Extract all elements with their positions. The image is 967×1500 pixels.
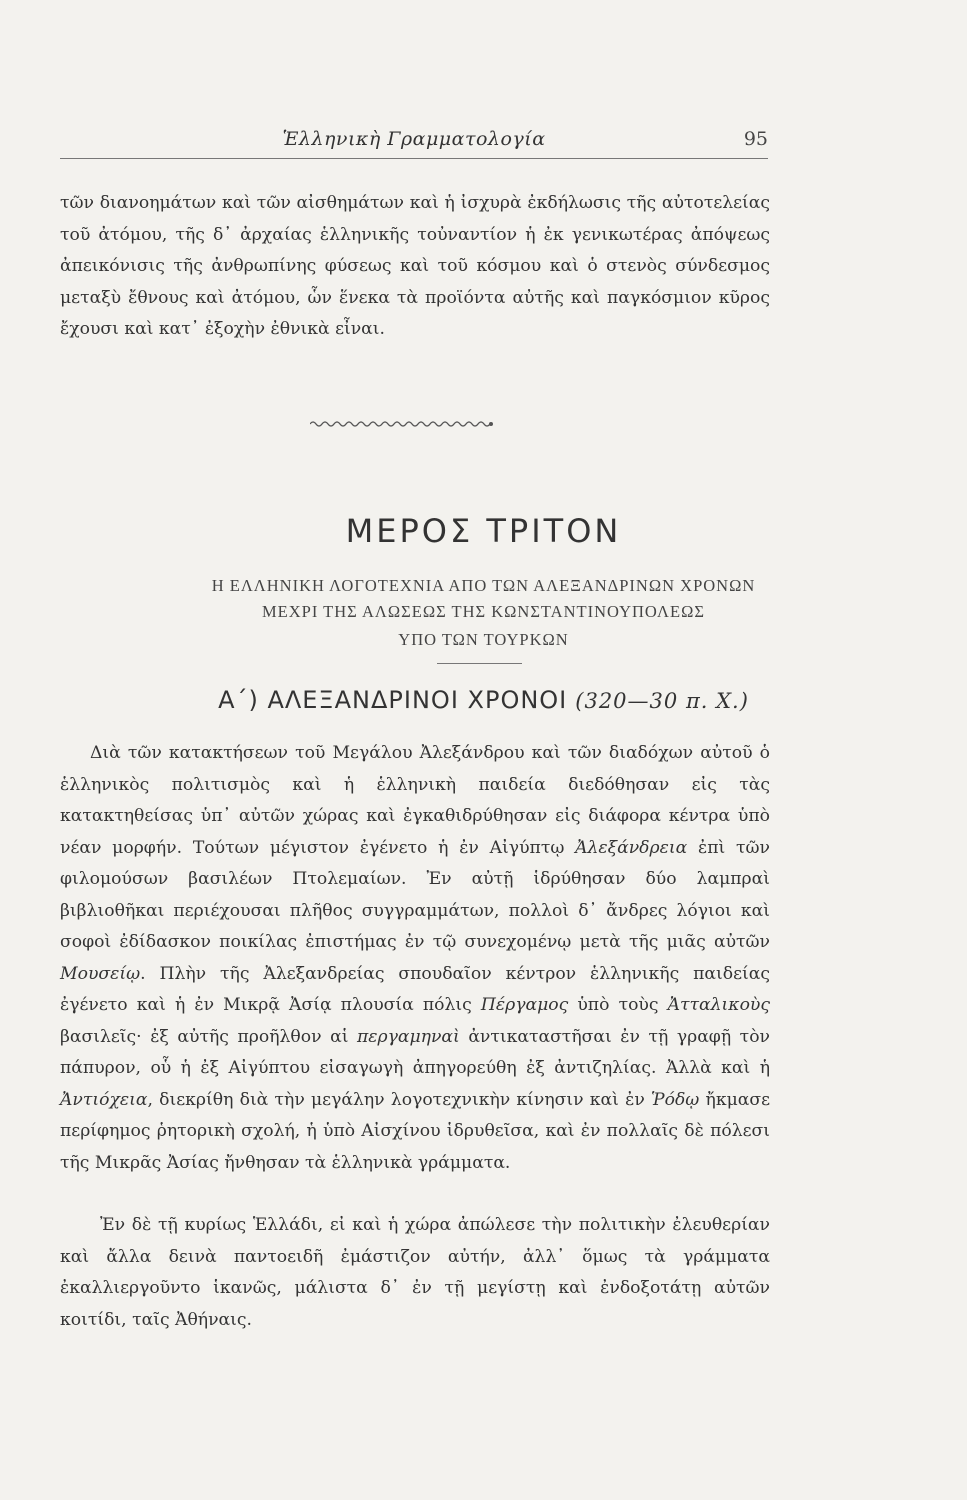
page-header <box>60 124 768 159</box>
italic-term: Ἀντιόχεια <box>60 1089 148 1110</box>
part-title: ΜΕΡΟΣ ΤΡΙΤΟΝ <box>345 512 622 550</box>
italic-term: Μουσείῳ <box>60 963 141 984</box>
page-number: 95 <box>743 128 768 150</box>
paragraph-greece: Ἐν δὲ τῇ κυρίως Ἑλλάδι, εἰ καὶ ἡ χώρα ἀπώλεσε τὴν πολιτικὴν ἐλευθερίαν καὶ ἄλλα δεινὰ παντοειδῆ ἐμάστιζον αὐτήν, ἀλλ᾿ ὅμως τὰ γράμματα ἐκαλλιεργοῦντο ἱκανῶς, μάλιστα δ᾿ ἐν τῇ μεγίστῃ καὶ ἐνδοξοτάτῃ αὐτῶν κοιτίδι, ταῖς Ἀθήναις. <box>60 1215 770 1330</box>
italic-term: Ἀτταλικοὺς <box>667 995 770 1015</box>
text-run: ἀντικαταστῆσαι ἐν τῇ γραφῇ τὸν πάπυρον, οὗ ἡ ἐξ Αἰγύπτου εἰσαγωγὴ ἀπηγορεύθη ἐξ ἀντιζηλίας. Ἀλλὰ καὶ ἡ <box>60 1026 770 1078</box>
italic-term: Πέργαμος <box>480 995 569 1015</box>
text-run: βασιλεῖς· ἐξ αὐτῆς προῆλθον αἱ <box>60 1026 357 1047</box>
running-title: Ἑλληνικὴ Γραμματολογία <box>282 128 546 150</box>
paragraph-alexandrian <box>60 738 770 1179</box>
text-run: . Πλὴν τῆς Ἀλεξανδρείας σπουδαῖον κέντρον ἑλληνικῆς παιδείας ἐγένετο καὶ ἡ ἐν Μικρᾷ Ἀσίᾳ πλουσία πόλις <box>60 963 770 1015</box>
italic-term: Ἀλεξάνδρεια <box>575 837 688 858</box>
text-run: , διεκρίθη διὰ τὴν μεγάλην λογοτεχνικὴν κίνησιν καὶ ἐν <box>147 1089 652 1110</box>
part-subtitle-line2: ΜΕΧΡΙ ΤΗΣ ΑΛΩΣΕΩΣ ΤΗΣ ΚΩΝΣΤΑΝΤΙΝΟΥΠΟΛΕΩΣ <box>262 602 705 621</box>
chapter-title: Α΄) ΑΛΕΞΑΝΔΡΙΝΟΙ ΧΡΟΝΟΙ <box>218 686 568 714</box>
wavy-ornament-divider <box>310 418 494 430</box>
italic-term: περγαμηναὶ <box>357 1026 460 1047</box>
paragraph-continuation: τῶν διανοημάτων καὶ τῶν αἰσθημάτων καὶ ἡ ἰσχυρὰ ἐκδήλωσις τῆς αὐτοτελείας τοῦ ἀτόμου, τῆς δ᾿ ἀρχαίας ἑλληνικῆς τοὐναντίον ἡ ἐκ γενικωτέρας ἀπόψεως ἀπεικόνισις τῆς ἀνθρωπίνης φύσεως καὶ τοῦ κόσμου καὶ ὁ στενὸς σύνδεσμος μεταξὺ ἔθνους καὶ ἀτόμου, ὧν ἕνεκα τὰ προϊόντα αὐτῆς καὶ παγκόσμιον κῦρος ἔχουσι καὶ κατ᾿ ἐξοχὴν ἐθνικὰ εἶναι. <box>60 193 770 339</box>
italic-term: Ῥόδῳ <box>651 1089 700 1110</box>
text-run: ἤκμασε περίφημος ῥητορικὴ σχολή, ἡ ὑπὸ Αἰσχίνου ἱδρυθεῖσα, καὶ ἐν πολλαῖς δὲ πόλεσι τῆς Μικρᾶς Ἀσίας ἤνθησαν τὰ ἑλληνικὰ γράμματα. <box>60 1089 770 1173</box>
subtitle-rule <box>437 663 522 664</box>
text-run: ὑπὸ τοὺς <box>568 995 668 1015</box>
text-run: ἐπὶ τῶν φιλομούσων βασιλέων Πτολεμαίων. Ἐν αὐτῇ ἱδρύθησαν δύο λαμπραὶ βιβλιοθῆκαι περιέχουσαι πλῆθος συγγραμμάτων, πολλοὶ δ᾿ ἄνδρες λόγιοι καὶ σοφοὶ ἐδίδασκον ποικίλας ἐπιστήμας ἐν τῷ συνεχομένῳ μετὰ τῆς μιᾶς αὐτῶν <box>60 837 770 952</box>
part-subtitle-line1: Η ΕΛΛΗΝΙΚΗ ΛΟΓΟΤΕΧΝΙΑ ΑΠΟ ΤΩΝ ΑΛΕΞΑΝΔΡΙΝΩΝ ΧΡΟΝΩΝ <box>211 576 756 595</box>
chapter-heading <box>0 686 967 714</box>
text-run: Διὰ τῶν κατακτήσεων τοῦ Μεγάλου Ἀλεξάνδρου καὶ τῶν διαδόχων αὐτοῦ ὁ ἑλληνικὸς πολιτισμὸς καὶ ἡ ἑλληνικὴ παιδεία διεδόθησαν εἰς τὰς κατακτηθείσας ὑπ᾿ αὐτῶν χώρας καὶ ἐγκαθιδρύθησαν εἰς διάφορα κέντρα ὑπὸ νέαν μορφήν. Τούτων μέγιστον ἐγένετο ἡ ἐν Αἰγύπτῳ <box>60 743 770 858</box>
part-subtitle-line3: ΥΠΟ ΤΩΝ ΤΟΥΡΚΩΝ <box>398 630 569 649</box>
chapter-dates: (320—30 π. Χ.) <box>575 689 749 713</box>
